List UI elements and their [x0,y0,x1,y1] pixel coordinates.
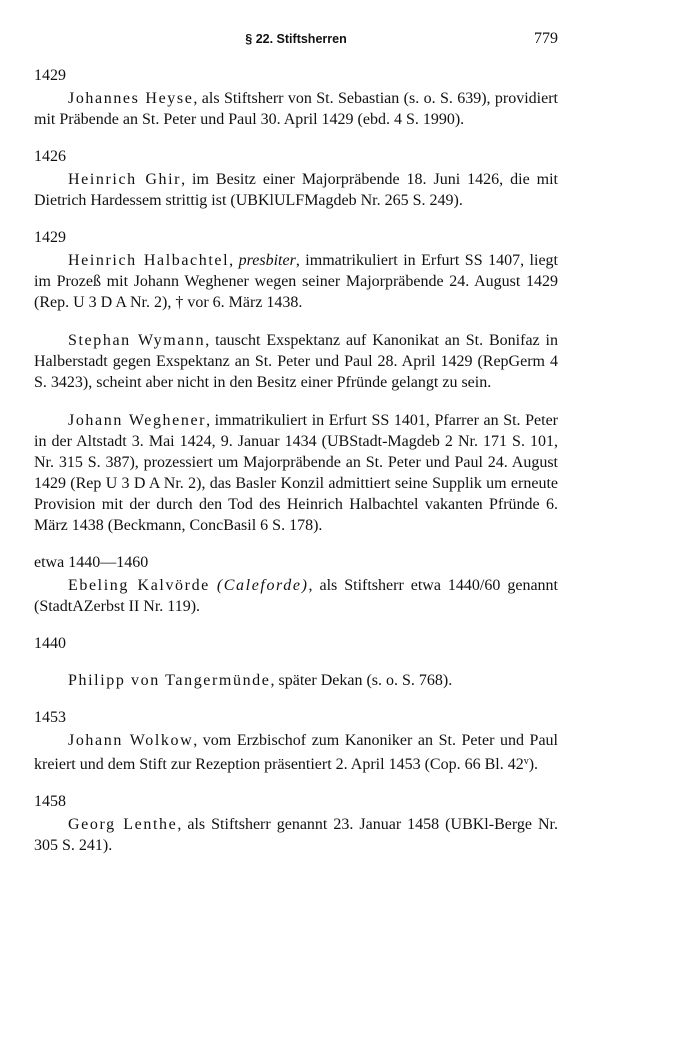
entry-johann-weghener [34,410,558,536]
entry-italic-term: presbiter [238,252,296,269]
entry-year: 1453 [34,709,66,726]
entry-italic-term: (Caleforde) [216,577,309,594]
person-name: Ebeling Kalvörde [68,577,210,594]
person-name: Philipp von Tangermünde [68,672,271,689]
entry-description: , als Stiftsherr von St. Sebastian (s. o. S. 639), providiert mit Präbende an St. Peter und Paul 30. April 1429 (ebd. 4 S. 1990). [34,90,559,128]
entry-ebeling-kalvoerde [34,553,558,617]
entry-year: 1429 [34,229,66,246]
person-name: Heinrich Halbachtel [68,252,230,269]
document-page [34,30,558,873]
entry-text [34,410,558,536]
entry-year: 1426 [34,148,66,165]
person-name: Stephan Wymann [68,332,206,349]
entry-johann-wolkow [34,708,558,775]
entry-johannes-heyse [34,66,558,130]
entry-philipp-von-tangermuende [34,634,558,691]
entry-description: , als Stiftsherr etwa 1440/60 genannt (StadtAZerbst II Nr. 119). [34,577,558,615]
entry-text [34,814,558,856]
entry-description: , immatrikuliert in Erfurt SS 1401, Pfarrer an St. Peter in der Altstadt 3. Mai 1424, 9. Januar 1434 (UBStadt-Magdeb 2 Nr. 171 S. 101, Nr. 315 S. 387), prozessiert um Majorpräbende an St. Peter und Paul 24. August 1429 (Rep U 3 D A Nr. 2), das Basler Konzil admittiert seine Supplik um erneute Provision mit der durch den Tod des Heinrich Halbachtel vakanten Pfründe 6. März 1438 (Beckmann, ConcBasil 6 S. 178). [34,412,558,534]
entry-description-end: ). [528,756,539,773]
running-header [34,30,558,52]
entry-georg-lenthe [34,792,558,856]
person-name: Johann Wolkow [68,732,194,749]
person-name: Johannes Heyse [68,90,194,107]
person-name: Heinrich Ghir [68,171,182,188]
page-number: 779 [534,30,558,47]
entry-text [34,169,558,211]
entry-stephan-wymann [34,330,558,393]
entry-year: etwa 1440—1460 [34,554,149,571]
entry-year: 1458 [34,793,66,810]
entry-heinrich-ghir [34,147,558,211]
entry-year: 1429 [34,67,66,84]
entry-description-prefix: , [229,252,239,269]
entry-description: , im Besitz einer Majorpräbende 18. Juni 1426, die mit Dietrich Hardessem strittig ist (UBKlULFMagdeb Nr. 265 S. 249). [34,171,558,209]
entry-text [34,330,558,393]
entry-description: , immatrikuliert in Erfurt SS 1407, liegt im Prozeß mit Johann Weghener wegen seiner Majorpräbende 24. August 1429 (Rep. U 3 D A Nr. 2), † vor 6. März 1438. [34,252,558,311]
entry-description: , tauscht Exspektanz auf Kanonikat an St. Bonifaz in Halberstadt gegen Exspektanz an St. Peter und Paul 28. April 1429 (RepGerm 4 S. 3423), scheint aber nicht in den Besitz einer Pfründe gelangt zu sein. [34,332,558,391]
entry-description: , als Stiftsherr genannt 23. Januar 1458 (UBKl-Berge Nr. 305 S. 241). [34,816,558,854]
entry-text [34,250,558,313]
entry-description: , vom Erzbischof zum Kanoniker an St. Peter und Paul kreiert und dem Stift zur Rezeption präsentiert 2. April 1453 (Cop. 66 Bl. 42 [34,732,558,773]
entry-heinrich-halbachtel [34,228,558,313]
entry-description-prefix [210,577,217,594]
entry-text [34,730,558,775]
entry-text [34,670,558,691]
entry-year: 1440 [34,635,66,652]
folio-verso-marker: v [523,756,529,767]
person-name: Georg Lenthe [68,816,178,833]
section-title: § 22. Stiftsherren [245,32,347,46]
person-name: Johann Weghener [68,412,207,429]
entry-description: , später Dekan (s. o. S. 768). [270,672,453,689]
entry-text [34,575,558,617]
entry-text [34,88,558,130]
